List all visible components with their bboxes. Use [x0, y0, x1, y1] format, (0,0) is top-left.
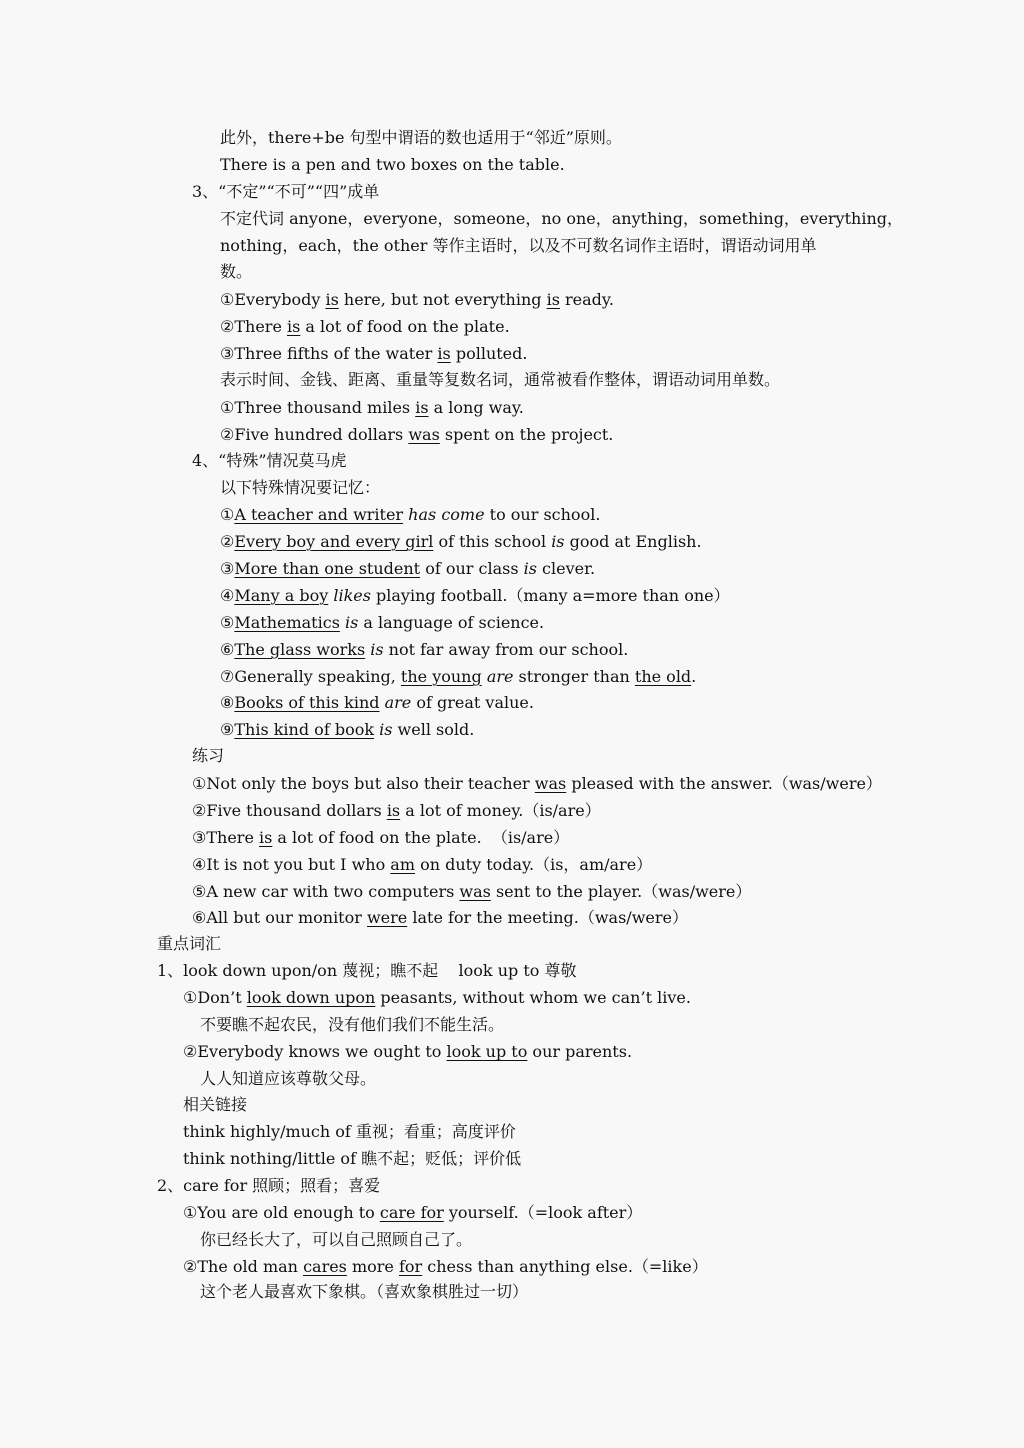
text-segment: our parents.: [527, 1042, 633, 1061]
text-segment: 重点词汇: [157, 934, 222, 953]
italic-text: are: [486, 667, 514, 686]
underlined-text: was: [534, 774, 567, 793]
italic-text: is: [370, 640, 384, 659]
text-segment: ①: [220, 505, 235, 524]
text-line: [192, 855, 652, 875]
text-line: [192, 882, 751, 902]
text-line: [220, 586, 730, 606]
text-line: [200, 1282, 528, 1302]
underlined-text: cares: [303, 1257, 347, 1276]
underlined-text: the young: [400, 667, 482, 686]
text-segment: 以下特殊情况要记忆：: [220, 478, 381, 497]
text-segment: ⑥All but our monitor: [192, 908, 367, 927]
text-line: [220, 398, 524, 418]
text-segment: ③There: [192, 828, 259, 847]
text-segment: 不要瞧不起农民，没有他们我们不能生活。: [200, 1015, 505, 1034]
underlined-text: is: [546, 290, 560, 309]
text-line: [220, 559, 595, 579]
underlined-text: The glass works: [234, 640, 366, 659]
text-segment: ②Five thousand dollars: [192, 801, 387, 820]
text-segment: ⑥: [220, 640, 235, 659]
italic-text: is: [551, 532, 565, 551]
text-segment: think highly/much of 重视；看重；高度评价: [183, 1122, 516, 1141]
text-segment: 4、“特殊”情况莫马虎: [192, 451, 347, 470]
underlined-text: the old: [634, 667, 692, 686]
underlined-text: is: [415, 398, 429, 417]
text-segment: of our class: [420, 559, 524, 578]
underlined-text: is: [287, 317, 301, 336]
text-line: [200, 1069, 376, 1089]
text-segment: a lot of money.（is/are）: [400, 801, 601, 820]
text-segment: a lot of food on the plate. （is/are）: [272, 828, 570, 847]
text-segment: a language of science.: [358, 613, 545, 632]
underlined-text: Books of this kind: [234, 693, 380, 712]
underlined-text: More than one student: [234, 559, 421, 578]
text-line: [183, 988, 691, 1008]
text-line: [220, 640, 628, 660]
text-segment: ⑨: [220, 720, 235, 739]
text-segment: polluted.: [450, 344, 528, 363]
text-segment: of great value.: [411, 693, 534, 712]
text-line: [220, 667, 696, 687]
text-segment: clever.: [536, 559, 596, 578]
text-segment: 数。: [220, 262, 253, 281]
text-segment: .: [691, 667, 697, 686]
underlined-text: is: [325, 290, 339, 309]
text-segment: 不定代词 anyone，everyone，someone，no one，anything，something，everything，: [220, 209, 903, 228]
text-segment: nothing，each，the other 等作主语时，以及不可数名词作主语时，谓语动词用单: [220, 236, 817, 255]
text-segment: more: [346, 1257, 399, 1276]
text-line: [183, 1095, 247, 1115]
text-line: [220, 155, 565, 175]
text-segment: a long way.: [428, 398, 524, 417]
text-line: [192, 182, 379, 202]
text-segment: chess than anything else.（=like）: [422, 1257, 708, 1276]
text-line: [192, 908, 688, 928]
text-line: [220, 128, 622, 148]
text-segment: yourself.（=look after）: [443, 1203, 643, 1222]
text-segment: on duty today.（is，am/are）: [415, 855, 653, 874]
text-segment: ③: [220, 559, 235, 578]
text-line: [183, 1149, 521, 1169]
italic-text: has come: [408, 505, 485, 524]
text-segment: 3、“不定”“不可”“四”成单: [192, 182, 380, 201]
text-segment: late for the meeting.（was/were）: [407, 908, 688, 927]
text-segment: ①Don’t: [183, 988, 247, 1007]
text-line: [220, 370, 780, 390]
text-line: [220, 344, 527, 364]
text-line: [192, 801, 601, 821]
text-segment: playing football.（many a=more than one）: [370, 586, 730, 605]
text-line: [220, 693, 534, 713]
text-segment: good at English.: [564, 532, 702, 551]
text-segment: peasants, without whom we can’t live.: [375, 988, 691, 1007]
text-segment: of this school: [433, 532, 552, 551]
text-line: [157, 1176, 380, 1196]
text-line: [220, 209, 903, 229]
underlined-text: Mathematics: [234, 613, 340, 632]
text-segment: 人人知道应该尊敬父母。: [200, 1069, 377, 1088]
text-line: [183, 1257, 708, 1277]
text-line: [183, 1122, 516, 1142]
underlined-text: am: [390, 855, 416, 874]
text-line: [220, 425, 613, 445]
underlined-text: is: [386, 801, 401, 820]
text-segment: think nothing/little of 瞧不起；贬低；评价低: [183, 1149, 522, 1168]
text-line: [220, 613, 544, 633]
text-segment: ⑤A new car with two computers: [192, 882, 460, 901]
text-line: [220, 720, 474, 740]
italic-text: is: [523, 559, 537, 578]
underlined-text: for: [398, 1257, 423, 1276]
text-segment: not far away from our school.: [383, 640, 629, 659]
italic-text: is: [345, 613, 359, 632]
text-segment: 此外，there+be 句型中谓语的数也适用于“邻近”原则。: [220, 128, 622, 147]
text-segment: 1、look down upon/on 蔑视；瞧不起 look up to 尊敬: [157, 961, 577, 980]
text-line: [192, 746, 224, 766]
text-segment: 2、care for 照顾；照看；喜爱: [157, 1176, 381, 1195]
underlined-text: Every boy and every girl: [234, 532, 434, 551]
text-segment: a lot of food on the plate.: [300, 317, 510, 336]
text-segment: ①Three thousand miles: [220, 398, 416, 417]
text-segment: 相关链接: [183, 1095, 248, 1114]
text-segment: 你已经长大了，可以自己照顾自己了。: [200, 1230, 473, 1249]
text-line: [220, 262, 252, 282]
text-line: [200, 1230, 472, 1250]
text-segment: ⑤: [220, 613, 235, 632]
text-segment: ②Five hundred dollars: [220, 425, 409, 444]
text-segment: ②There: [220, 317, 287, 336]
text-segment: ②: [220, 532, 235, 551]
underlined-text: is: [437, 344, 451, 363]
text-segment: 这个老人最喜欢下象棋。（喜欢象棋胜过一切）: [200, 1282, 529, 1301]
text-segment: ④It is not you but I who: [192, 855, 391, 874]
text-segment: ②The old man: [183, 1257, 304, 1276]
text-line: [220, 236, 816, 256]
text-segment: ②Everybody knows we ought to: [183, 1042, 447, 1061]
italic-text: are: [384, 693, 412, 712]
underlined-text: were: [366, 908, 408, 927]
underlined-text: was: [408, 425, 440, 444]
text-segment: ④: [220, 586, 235, 605]
text-line: [220, 290, 614, 310]
text-line: [220, 478, 380, 498]
text-segment: 表示时间、金钱、距离、重量等复数名词，通常被看作整体，谓语动词用单数。: [220, 370, 781, 389]
text-line: [220, 505, 600, 525]
underlined-text: This kind of book: [234, 720, 375, 739]
underlined-text: care for: [379, 1203, 444, 1222]
text-line: [200, 1015, 504, 1035]
underlined-text: was: [459, 882, 491, 901]
text-line: [192, 451, 347, 471]
text-line: [192, 828, 569, 848]
text-line: [157, 961, 577, 981]
underlined-text: A teacher and writer: [234, 505, 404, 524]
text-segment: spent on the project.: [439, 425, 614, 444]
underlined-text: look down upon: [246, 988, 376, 1007]
text-segment: ready.: [559, 290, 614, 309]
text-segment: ③Three fifths of the water: [220, 344, 438, 363]
text-segment: ①Not only the boys but also their teacher: [192, 774, 535, 793]
text-line: [157, 934, 221, 954]
text-segment: pleased with the answer.（was/were）: [566, 774, 882, 793]
italic-text: likes: [333, 586, 371, 605]
underlined-text: Many a boy: [234, 586, 329, 605]
italic-text: is: [379, 720, 393, 739]
text-line: [183, 1042, 632, 1062]
text-segment: There is a pen and two boxes on the table.: [220, 155, 565, 174]
underlined-text: is: [259, 828, 273, 847]
underlined-text: look up to: [446, 1042, 528, 1061]
text-line: [220, 317, 510, 337]
text-segment: ⑧: [220, 693, 235, 712]
text-segment: ①You are old enough to: [183, 1203, 380, 1222]
text-segment: here, but not everything: [338, 290, 547, 309]
text-segment: to our school.: [484, 505, 601, 524]
text-segment: ⑦Generally speaking,: [220, 667, 401, 686]
text-segment: 练习: [192, 746, 225, 765]
text-line: [183, 1203, 642, 1223]
text-line: [220, 532, 702, 552]
text-segment: ①Everybody: [220, 290, 326, 309]
text-segment: stronger than: [513, 667, 635, 686]
text-line: [192, 774, 882, 794]
text-segment: well sold.: [392, 720, 475, 739]
text-segment: sent to the player.（was/were）: [490, 882, 752, 901]
